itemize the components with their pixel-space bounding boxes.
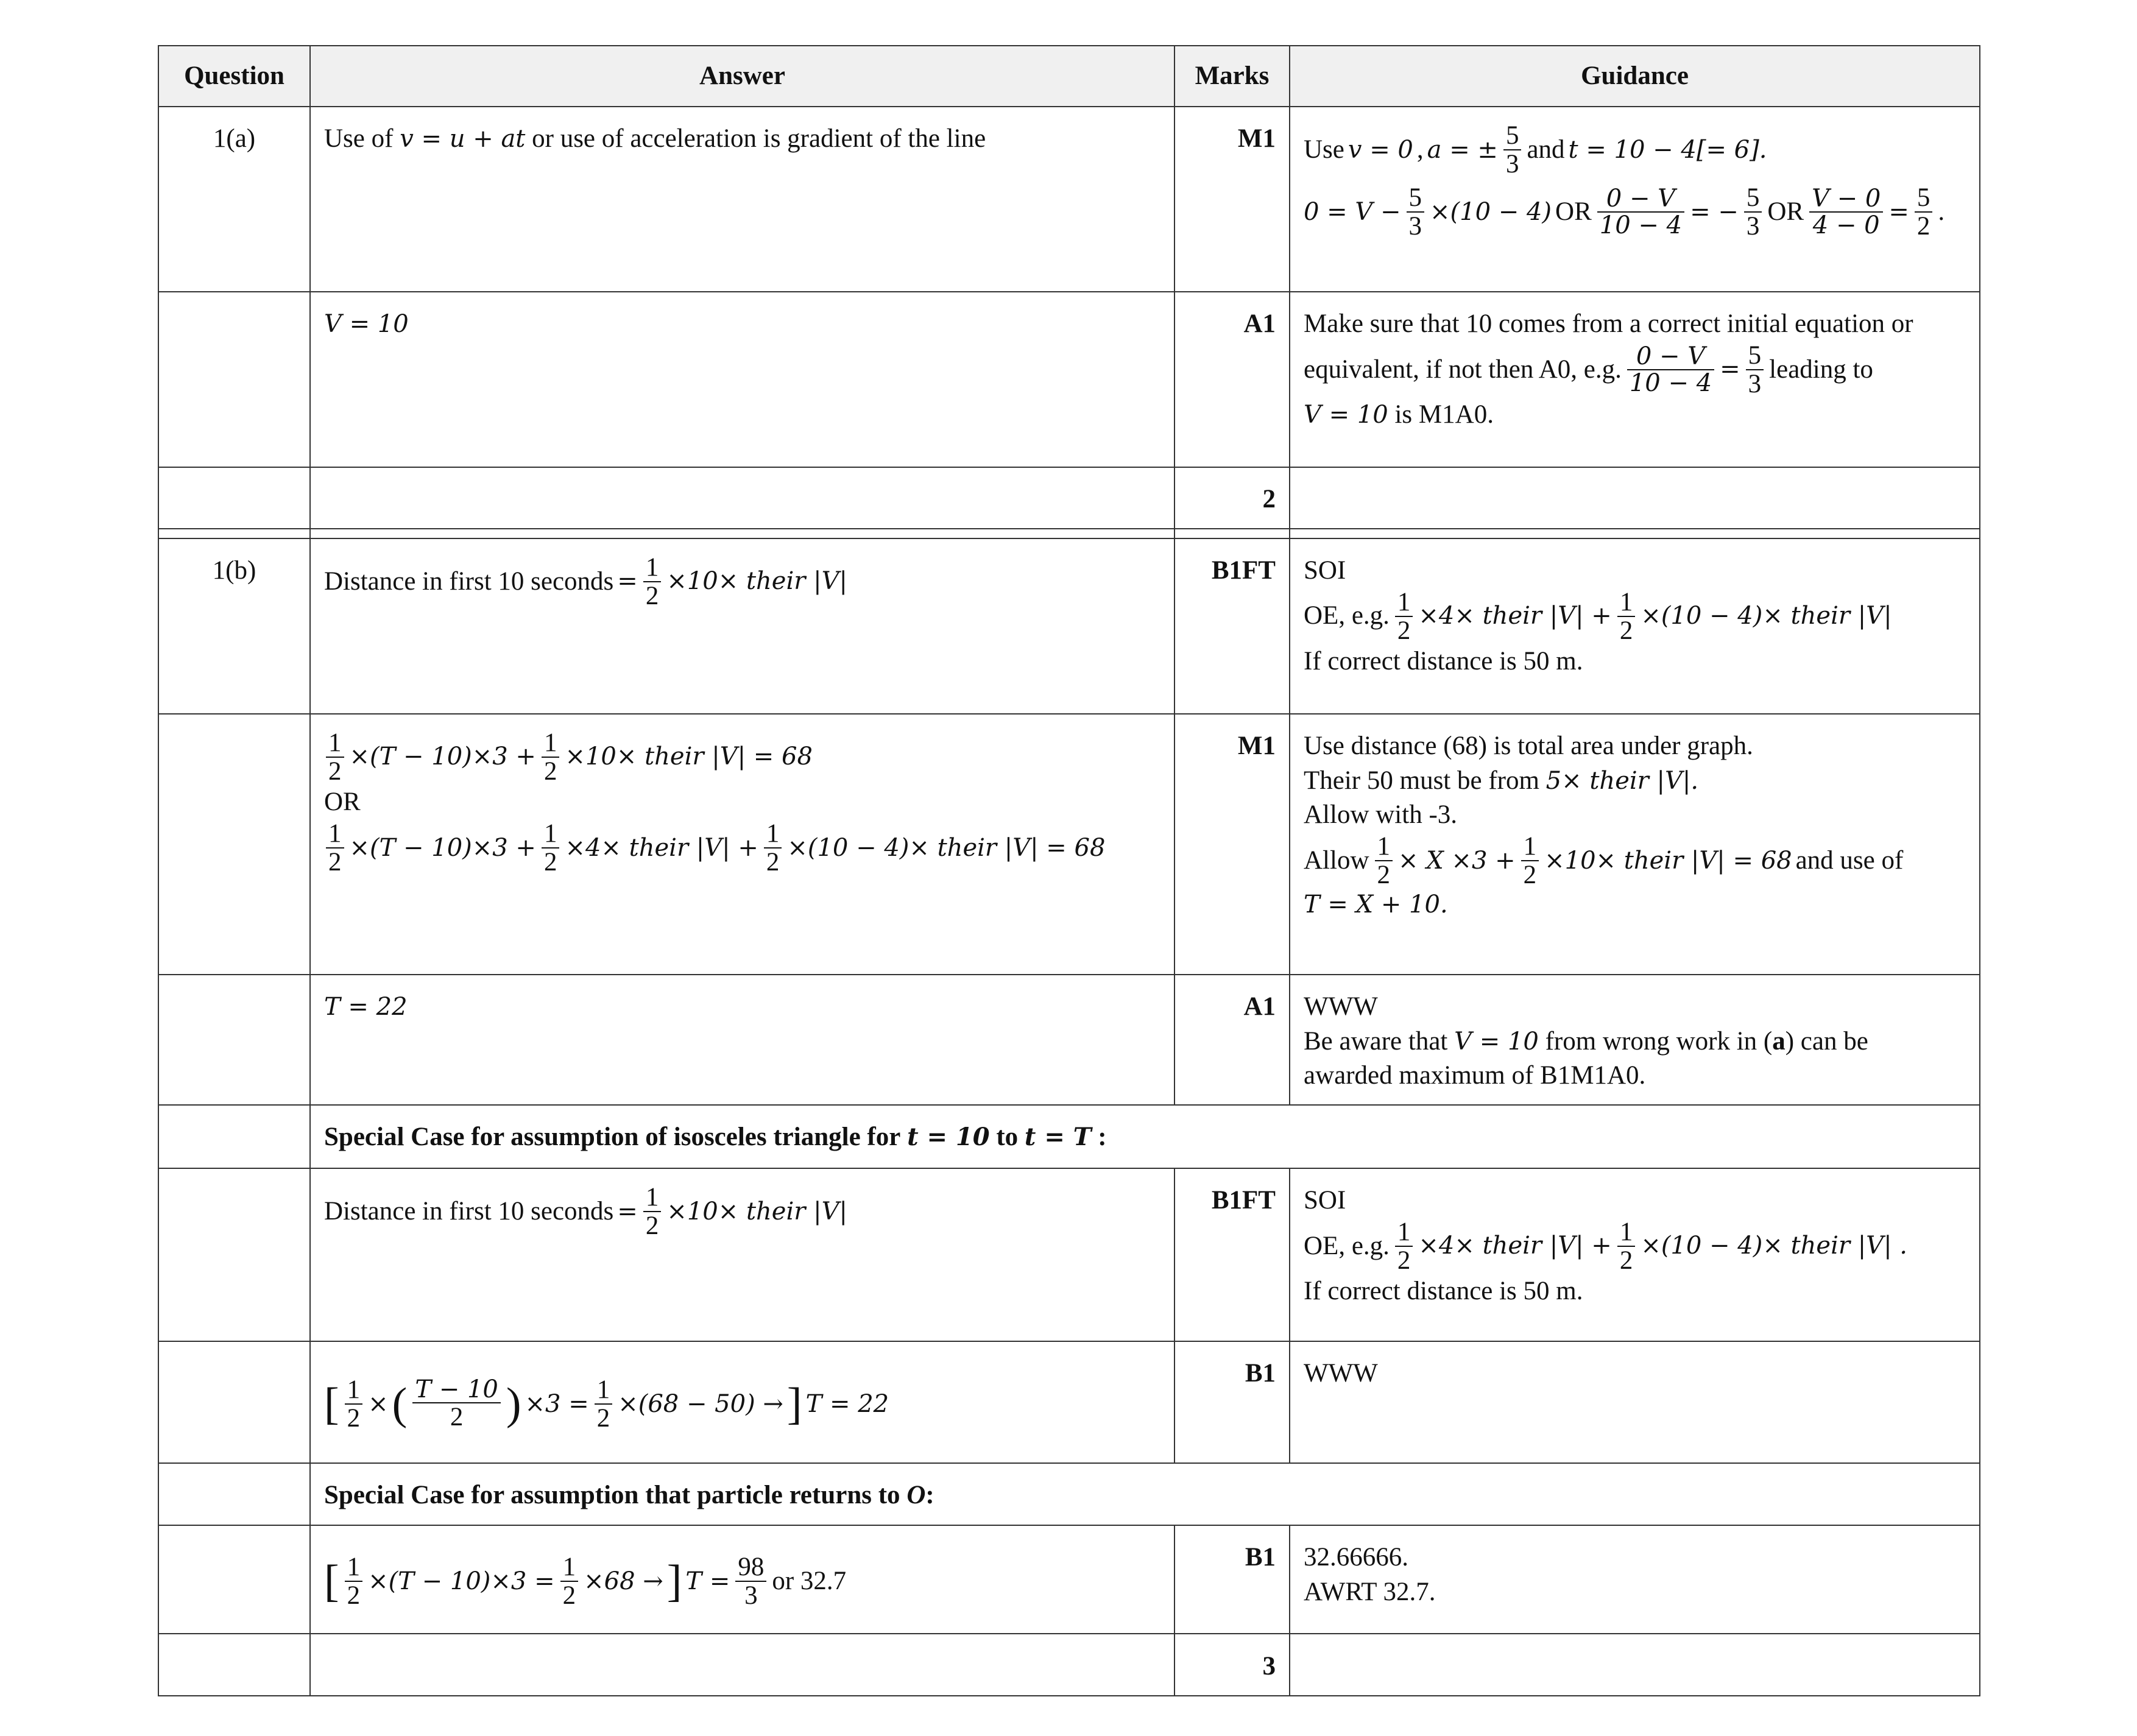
- mark-cell: M1: [1174, 714, 1290, 975]
- answer-cell-empty: [310, 467, 1174, 529]
- guidance-text: 32.66666.: [1304, 1543, 1408, 1572]
- guidance-text: WWW: [1304, 992, 1378, 1021]
- answer-math: ×4× their |V| +: [565, 833, 758, 862]
- answer-cell: [310, 1525, 1174, 1634]
- numerator: 1: [326, 820, 344, 849]
- fraction: [1617, 588, 1636, 644]
- special-case-math: t = T: [1024, 1123, 1092, 1151]
- answer-line: [324, 729, 1160, 785]
- fraction: [542, 820, 560, 876]
- numerator: 1: [542, 820, 560, 849]
- guidance-text-bold: a: [1772, 1026, 1786, 1056]
- numerator: 1: [345, 1553, 363, 1582]
- bracket: ]: [786, 1379, 802, 1429]
- fraction: [412, 1377, 501, 1431]
- bracket: [: [324, 1379, 339, 1429]
- numerator: 1: [1395, 588, 1413, 617]
- guidance-text: If correct distance is 50 m.: [1304, 646, 1583, 676]
- answer-line: [324, 554, 1160, 610]
- q1a-row-1: [158, 107, 1980, 292]
- numerator: 1: [1395, 1218, 1413, 1247]
- guidance-math: ×(10 − 4)× their |V| .: [1641, 1232, 1907, 1260]
- guidance-text: from wrong work in (: [1545, 1026, 1773, 1056]
- answer-text: Use of: [324, 124, 400, 153]
- answer-math: ×(T − 10)×3 +: [349, 833, 536, 862]
- denominator: 3: [1505, 150, 1519, 179]
- fraction: [1521, 833, 1539, 889]
- guidance-math: a = ±: [1427, 135, 1498, 164]
- numerator: 5: [1746, 342, 1764, 370]
- header-guidance: Guidance: [1290, 46, 1980, 107]
- numerator: 1: [345, 1376, 363, 1405]
- question-label-1a: 1(a): [158, 107, 310, 292]
- answer-cell: [310, 107, 1174, 292]
- special-case-heading: [310, 1463, 1980, 1525]
- q1b-row-4: [158, 1168, 1980, 1341]
- denominator: 10 − 4: [1599, 211, 1683, 240]
- guidance-cell: [1290, 975, 1980, 1105]
- guidance-cell: [1290, 714, 1980, 975]
- denominator: 2: [1377, 861, 1390, 890]
- guidance-text: OE, e.g.: [1304, 601, 1390, 630]
- mark-cell: B1FT: [1174, 538, 1290, 714]
- answer-math: ×(T − 10)×3 +: [349, 743, 536, 771]
- guidance-text: Allow: [1304, 845, 1369, 875]
- special-case-text: Special Case for assumption of isosceles triangle for: [324, 1123, 901, 1151]
- guidance-math: ×4× their |V| +: [1418, 1232, 1612, 1260]
- answer-text: Distance in first 10 seconds: [324, 566, 614, 596]
- guidance-text: Their 50 must be from: [1304, 766, 1539, 795]
- denominator: 3: [1746, 212, 1760, 241]
- answer-text: Distance in first 10 seconds: [324, 1196, 614, 1226]
- guidance-line: [1304, 398, 1966, 432]
- denominator: 2: [347, 1581, 361, 1610]
- answer-math: ×3 =: [525, 1389, 589, 1418]
- guidance-text: and: [1527, 135, 1565, 164]
- guidance-line: [1304, 1025, 1966, 1059]
- guidance-math: ×10× their |V| = 68: [1544, 846, 1792, 875]
- question-label-1b: 1(b): [158, 538, 310, 714]
- fraction: [1375, 833, 1393, 889]
- denominator: 2: [328, 847, 342, 877]
- q1b-row-3: [158, 975, 1980, 1105]
- guidance-line: [1304, 588, 1966, 644]
- numerator: 1: [542, 729, 560, 758]
- answer-line: [324, 1553, 1160, 1609]
- numerator: 5: [1503, 122, 1522, 150]
- q1b-row-5: [158, 1341, 1980, 1463]
- special-case-row-1: [158, 1105, 1980, 1168]
- numerator: 1: [560, 1553, 579, 1582]
- denominator: 2: [562, 1581, 576, 1610]
- denominator: 2: [543, 847, 557, 877]
- numerator: 1: [1521, 833, 1539, 861]
- mark-cell: B1: [1174, 1341, 1290, 1463]
- fraction: [345, 1376, 363, 1432]
- numerator: 0 − V: [1597, 186, 1684, 213]
- question-label-empty: [158, 975, 310, 1105]
- guidance-cell: [1290, 1341, 1980, 1463]
- guidance-text: OR: [1767, 197, 1804, 227]
- denominator: 2: [347, 1404, 361, 1433]
- guidance-line: [1304, 122, 1966, 178]
- guidance-math: ×4× their |V| +: [1418, 602, 1612, 630]
- answer-math: ×68 →: [584, 1567, 663, 1595]
- q1b-row-1: [158, 538, 1980, 714]
- guidance-text: Use: [1304, 135, 1344, 164]
- denominator: 2: [1916, 212, 1930, 241]
- guidance-text: OE, e.g.: [1304, 1231, 1390, 1260]
- answer-math: T =: [685, 1567, 730, 1595]
- question-label-empty: [158, 1341, 310, 1463]
- guidance-math: t = 10 − 4[= 6].: [1568, 135, 1767, 164]
- total-marks: 3: [1174, 1634, 1290, 1696]
- numerator: 1: [643, 554, 662, 582]
- fraction: [1746, 342, 1764, 398]
- numerator: 1: [595, 1376, 613, 1405]
- guidance-math: × X ×3 +: [1398, 846, 1516, 875]
- fraction: [595, 1376, 613, 1432]
- answer-line: [324, 1376, 1160, 1432]
- fraction: [326, 820, 344, 876]
- guidance-text: .: [1938, 197, 1945, 227]
- guidance-math: ×(10 − 4): [1430, 198, 1552, 227]
- question-label-empty: [158, 467, 310, 529]
- numerator: 98: [735, 1553, 766, 1582]
- guidance-line: [1304, 1218, 1966, 1274]
- q1b-row-6: [158, 1525, 1980, 1634]
- header-row: [158, 46, 1980, 107]
- fraction: [1915, 184, 1933, 240]
- mark-cell: A1: [1174, 292, 1290, 467]
- guidance-cell-empty: [1290, 1634, 1980, 1696]
- mark-cell: M1: [1174, 107, 1290, 292]
- total-marks: 2: [1174, 467, 1290, 529]
- fraction: [326, 729, 344, 785]
- denominator: 3: [744, 1581, 758, 1610]
- guidance-text: Be aware that: [1304, 1026, 1448, 1056]
- numerator: 1: [1617, 588, 1636, 617]
- guidance-text: is M1A0.: [1394, 400, 1494, 429]
- answer-math: ×10× their |V|: [666, 1197, 847, 1226]
- special-case-math: O: [906, 1481, 926, 1509]
- answer-text: or use of acceleration is gradient of the line: [532, 124, 986, 153]
- guidance-text: SOI: [1304, 556, 1346, 585]
- answer-math: =: [617, 567, 638, 596]
- guidance-text: equivalent, if not then A0, e.g.: [1304, 355, 1622, 384]
- fraction: [1407, 184, 1425, 240]
- guidance-cell: [1290, 1168, 1980, 1341]
- q1a-row-2: [158, 292, 1980, 467]
- guidance-math: 5× their |V|.: [1545, 766, 1699, 795]
- numerator: T − 10: [412, 1377, 501, 1403]
- denominator: 2: [766, 847, 780, 877]
- special-case-heading: [310, 1105, 1980, 1168]
- question-label-empty: [158, 1105, 310, 1168]
- special-case-text: Special Case for assumption that particle returns to: [324, 1481, 900, 1509]
- numerator: 1: [1375, 833, 1393, 861]
- fraction: [643, 554, 662, 610]
- question-label-empty: [158, 292, 310, 467]
- guidance-math: 0 = V −: [1304, 198, 1401, 227]
- question-label-empty: [158, 1525, 310, 1634]
- separator-cell: [1290, 529, 1980, 538]
- guidance-text: OR: [1555, 197, 1592, 227]
- bracket: [: [324, 1556, 339, 1606]
- numerator: 5: [1744, 184, 1762, 213]
- special-case-math: t = 10: [907, 1123, 990, 1151]
- guidance-line: [1304, 833, 1966, 889]
- guidance-line: [1304, 342, 1966, 398]
- fraction: [1597, 186, 1684, 238]
- fraction: [1744, 184, 1762, 240]
- guidance-math: V = 10: [1454, 1027, 1539, 1056]
- guidance-cell-empty: [1290, 467, 1980, 529]
- fraction: [1809, 186, 1883, 238]
- guidance-text: ,: [1416, 135, 1424, 164]
- answer-line: [324, 1184, 1160, 1240]
- paren-close: ): [506, 1379, 521, 1429]
- answer-math: ×10× their |V| = 68: [565, 743, 813, 771]
- fraction: [1395, 588, 1413, 644]
- paren-open: (: [392, 1379, 408, 1429]
- guidance-text: ) can be: [1785, 1026, 1868, 1056]
- guidance-math: ×(10 − 4)× their |V|: [1641, 602, 1892, 630]
- answer-math: ×10× their |V|: [666, 567, 847, 596]
- separator-cell: [1174, 529, 1290, 538]
- guidance-math: =: [1888, 198, 1909, 227]
- fraction: [1503, 122, 1522, 178]
- denominator: 2: [450, 1403, 464, 1432]
- guidance-text: If correct distance is 50 m.: [1304, 1277, 1583, 1306]
- numerator: 5: [1407, 184, 1425, 213]
- denominator: 2: [596, 1404, 610, 1433]
- guidance-math: = −: [1690, 198, 1739, 227]
- denominator: 3: [1748, 369, 1762, 398]
- answer-math: ×: [368, 1389, 389, 1418]
- numerator: 5: [1915, 184, 1933, 213]
- q1b-total-row: [158, 1634, 1980, 1696]
- guidance-cell: [1290, 292, 1980, 467]
- numerator: 1: [643, 1184, 662, 1212]
- answer-math: ×(10 − 4)× their |V| = 68: [787, 833, 1106, 862]
- fraction: [542, 729, 560, 785]
- denominator: 2: [1397, 616, 1411, 645]
- fraction: [345, 1553, 363, 1609]
- answer-cell: [310, 1168, 1174, 1341]
- guidance-text: SOI: [1304, 1186, 1346, 1215]
- mark-cell: B1: [1174, 1525, 1290, 1634]
- mark-scheme-table: [158, 45, 1980, 1696]
- answer-cell: [310, 538, 1174, 714]
- denominator: 10 − 4: [1629, 369, 1712, 397]
- answer-cell-empty: [310, 1634, 1174, 1696]
- answer-cell: [310, 292, 1174, 467]
- answer-cell: [310, 975, 1174, 1105]
- special-case-row-2: [158, 1463, 1980, 1525]
- special-case-text: :: [925, 1481, 934, 1509]
- denominator: 2: [1619, 1246, 1633, 1275]
- answer-math: v = u + at: [400, 125, 526, 153]
- answer-cell: [310, 714, 1174, 975]
- fraction: [643, 1184, 662, 1240]
- guidance-cell: [1290, 107, 1980, 292]
- header-marks: Marks: [1174, 46, 1290, 107]
- answer-math: T = 22: [805, 1389, 889, 1418]
- answer-math: T = 22: [324, 992, 408, 1021]
- denominator: 4 − 0: [1812, 211, 1880, 240]
- fraction: [1627, 344, 1714, 396]
- answer-text: OR: [324, 788, 361, 817]
- guidance-text: AWRT 32.7.: [1304, 1577, 1436, 1606]
- denominator: 2: [328, 757, 342, 786]
- special-case-text: :: [1098, 1123, 1107, 1151]
- answer-math: V = 10: [324, 310, 409, 338]
- question-label-empty: [158, 1168, 310, 1341]
- section-separator: [158, 529, 1980, 538]
- q1a-total-row: [158, 467, 1980, 529]
- denominator: 2: [1397, 1246, 1411, 1275]
- bracket: ]: [666, 1556, 682, 1606]
- question-label-empty: [158, 714, 310, 975]
- fraction: [764, 820, 782, 876]
- header-answer: Answer: [310, 46, 1174, 107]
- fraction: [1395, 1218, 1413, 1274]
- guidance-math: =: [1720, 355, 1740, 384]
- separator-cell: [158, 529, 310, 538]
- answer-line: [324, 820, 1160, 876]
- guidance-text: and use of: [1795, 845, 1904, 875]
- guidance-line: [1304, 184, 1966, 240]
- numerator: 1: [326, 729, 344, 758]
- numerator: 1: [764, 820, 782, 849]
- guidance-math: V = 10: [1304, 401, 1388, 429]
- numerator: 0 − V: [1627, 344, 1714, 370]
- guidance-text: Allow with -3.: [1304, 800, 1458, 830]
- guidance-text: leading to: [1769, 355, 1873, 384]
- answer-math: ×(68 − 50) →: [618, 1389, 783, 1418]
- q1b-row-2: [158, 714, 1980, 975]
- denominator: 2: [645, 1212, 659, 1241]
- fraction: [560, 1553, 579, 1609]
- guidance-line: [1304, 764, 1966, 799]
- fraction: [1617, 1218, 1636, 1274]
- guidance-text: awarded maximum of B1M1A0.: [1304, 1061, 1646, 1090]
- answer-cell: [310, 1341, 1174, 1463]
- header-question: Question: [158, 46, 310, 107]
- answer-math: ×(T − 10)×3 =: [368, 1567, 555, 1595]
- guidance-text: Make sure that 10 comes from a correct initial equation or: [1304, 309, 1913, 338]
- denominator: 2: [645, 581, 659, 610]
- denominator: 2: [1619, 616, 1633, 645]
- guidance-math: T = X + 10.: [1304, 891, 1448, 919]
- denominator: 3: [1408, 212, 1422, 241]
- guidance-text: WWW: [1304, 1359, 1378, 1388]
- question-label-empty: [158, 1634, 310, 1696]
- denominator: 2: [1523, 861, 1537, 890]
- guidance-text: Use distance (68) is total area under graph.: [1304, 731, 1753, 760]
- numerator: V − 0: [1809, 186, 1883, 213]
- question-label-empty: [158, 1463, 310, 1525]
- answer-math: =: [617, 1197, 638, 1226]
- mark-cell: A1: [1174, 975, 1290, 1105]
- fraction: [735, 1553, 766, 1609]
- separator-cell: [310, 529, 1174, 538]
- answer-text: or 32.7: [772, 1566, 847, 1595]
- guidance-math: v = 0: [1348, 135, 1413, 164]
- guidance-cell: [1290, 538, 1980, 714]
- mark-cell: B1FT: [1174, 1168, 1290, 1341]
- denominator: 2: [543, 757, 557, 786]
- numerator: 1: [1617, 1218, 1636, 1247]
- special-case-text: to: [996, 1123, 1019, 1151]
- guidance-cell: [1290, 1525, 1980, 1634]
